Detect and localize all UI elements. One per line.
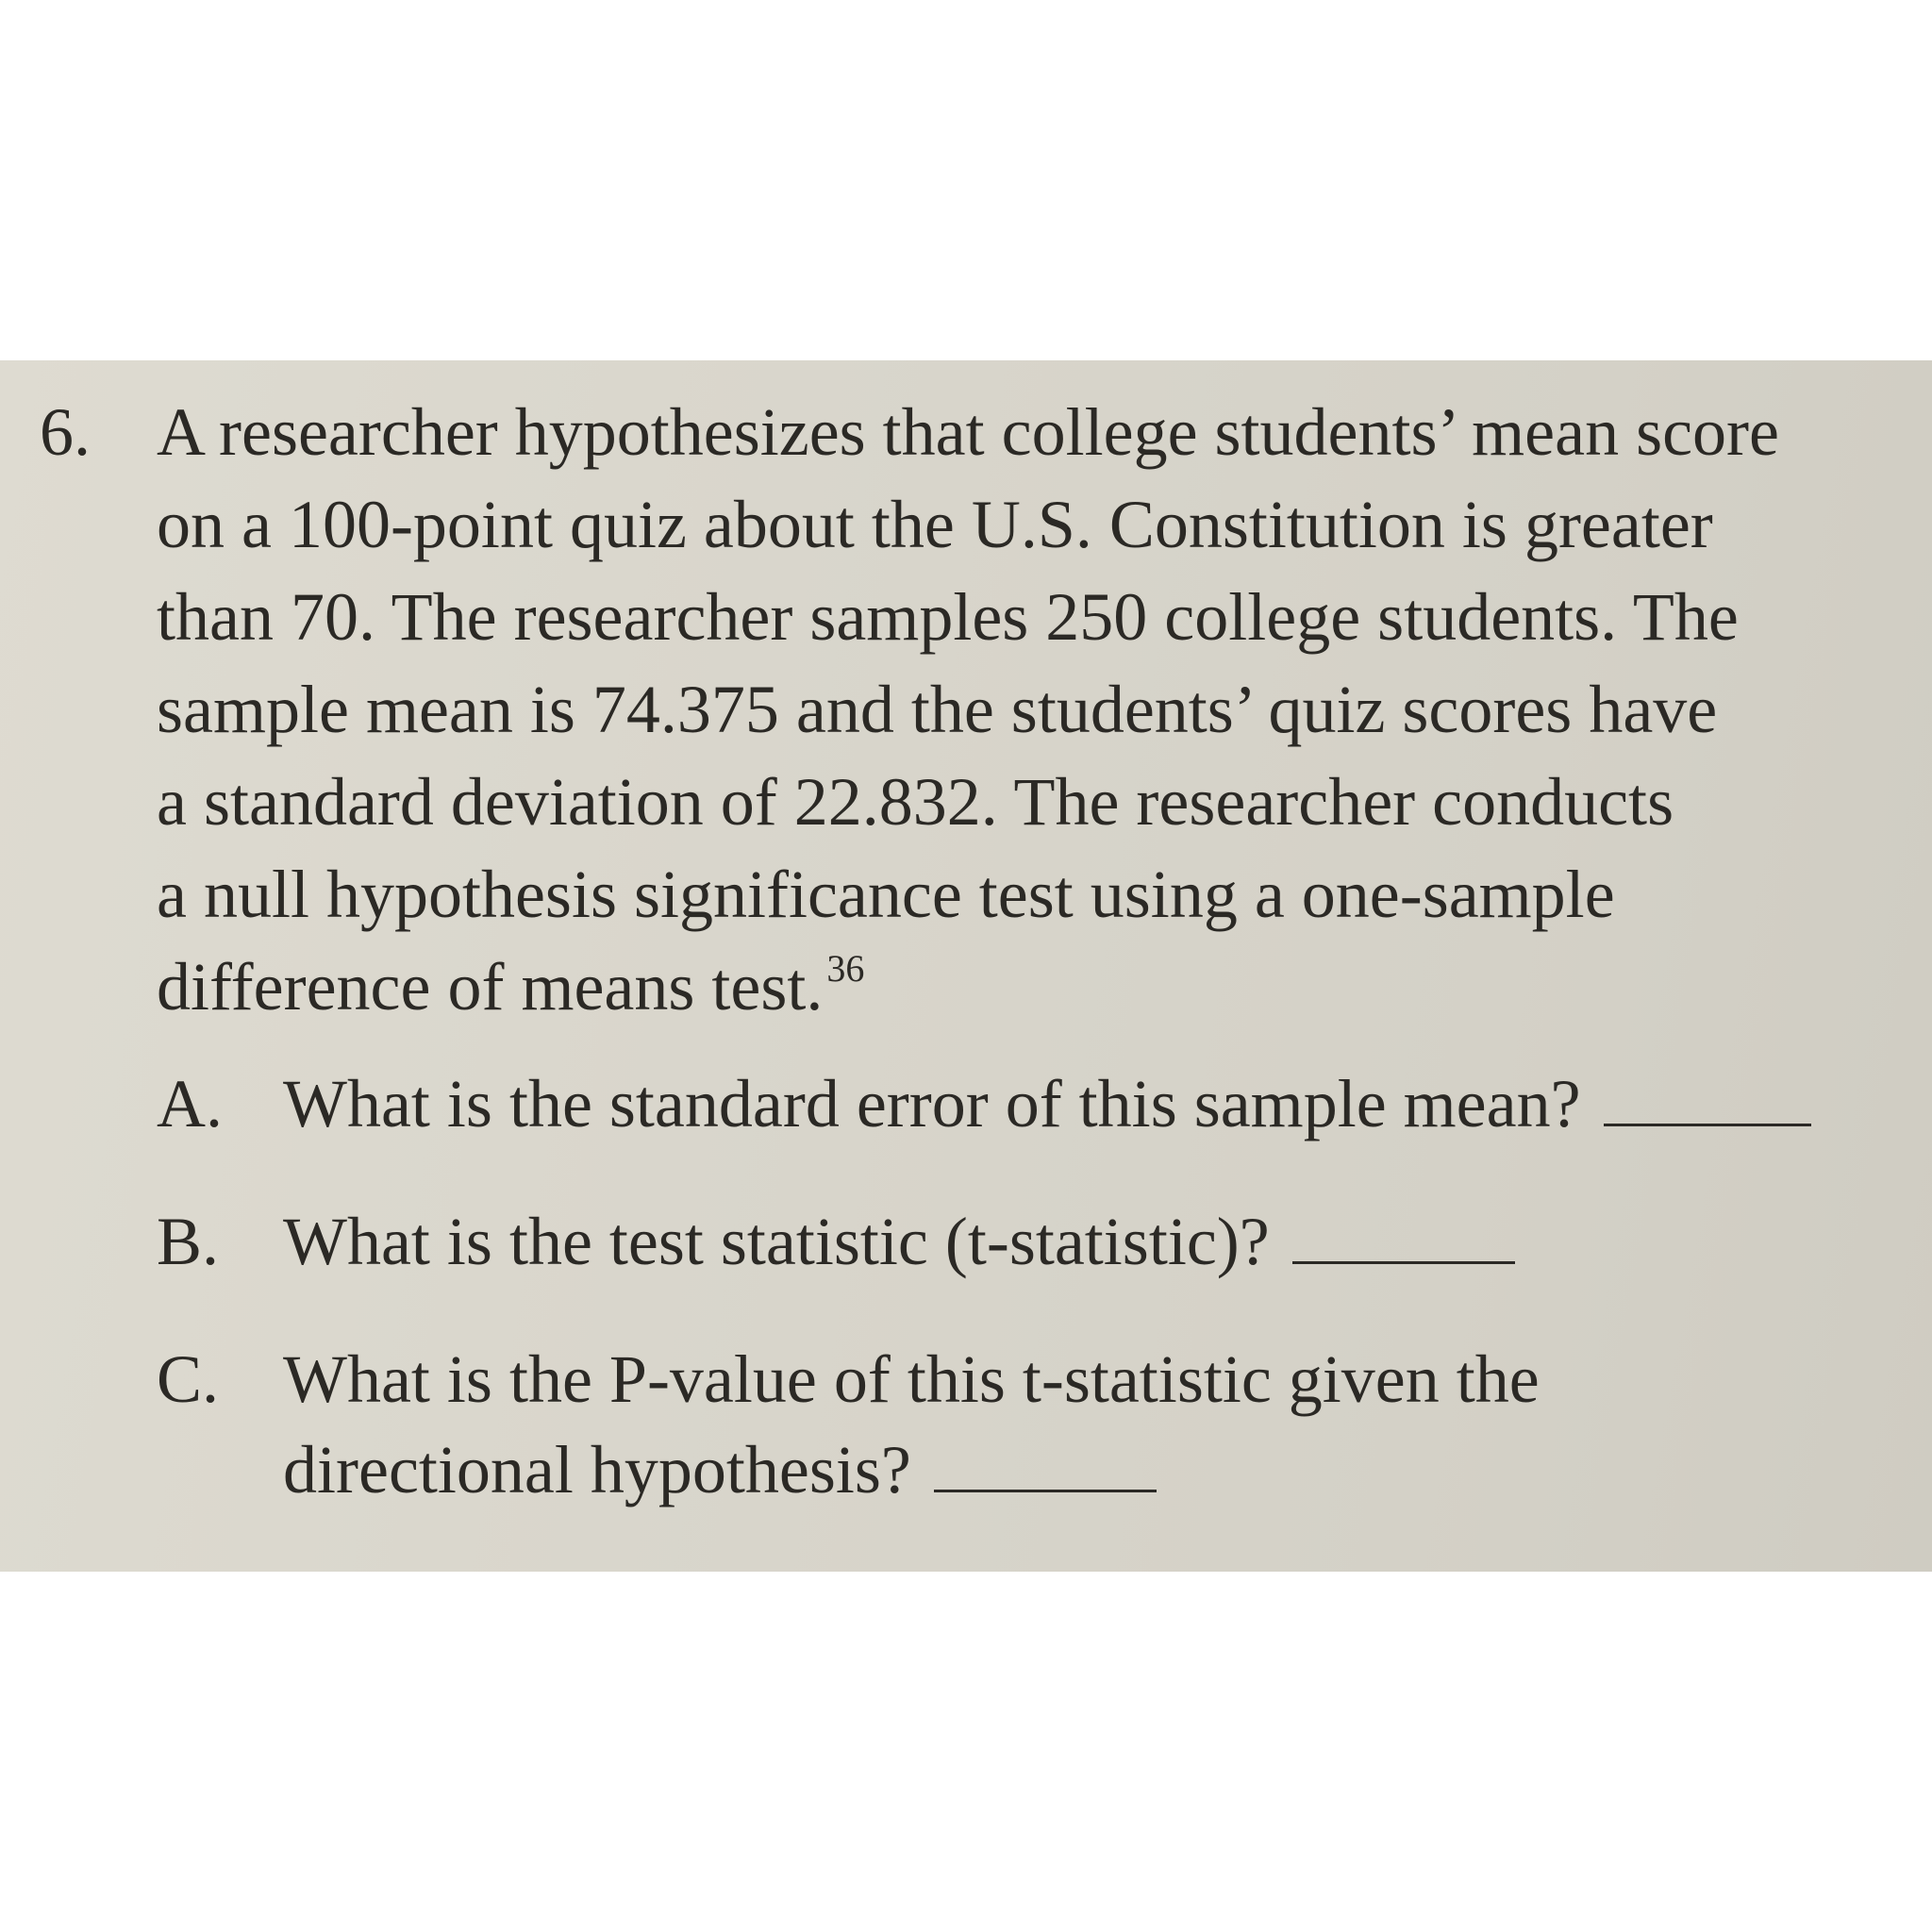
part-c-text: directional hypothesis?: [283, 1432, 911, 1507]
part-c-answer-blank[interactable]: [934, 1486, 1157, 1492]
part-c-letter: C.: [157, 1341, 220, 1417]
stem-line-last: [157, 947, 865, 1024]
part-b: [157, 1204, 1892, 1292]
part-a-letter: A.: [157, 1066, 223, 1141]
part-a-text: What is the standard error of this sample mean?: [283, 1066, 1581, 1141]
stem-line: A researcher hypothesizes that college students’ mean score: [157, 394, 1779, 470]
stem-line: on a 100-point quiz about the U.S. Constitution is greater: [157, 487, 1713, 562]
part-b-text: What is the test statistic (t-statistic)?: [283, 1204, 1270, 1279]
part-c-question-line-2: [283, 1432, 1157, 1507]
stem-line: than 70. The researcher samples 250 college students. The: [157, 579, 1739, 655]
footnote-reference: 36: [826, 947, 865, 990]
stem-line-text: difference of means test.: [157, 949, 824, 1024]
part-a-question: [283, 1066, 1811, 1141]
stem-line: sample mean is 74.375 and the students’ quiz scores have: [157, 672, 1718, 747]
question-number: 6.: [40, 394, 91, 470]
part-c: [157, 1341, 1892, 1524]
part-a: [157, 1066, 1892, 1155]
part-b-letter: B.: [157, 1204, 220, 1279]
stem-line: a null hypothesis significance test using a one-sample: [157, 857, 1615, 932]
part-a-answer-blank[interactable]: [1604, 1120, 1811, 1126]
part-b-answer-blank[interactable]: [1292, 1257, 1515, 1264]
textbook-page: [0, 360, 1932, 1572]
stem-line: a standard deviation of 22.832. The researcher conducts: [157, 764, 1674, 840]
part-b-question: [283, 1204, 1515, 1279]
part-c-question-line-1: What is the P-value of this t-statistic given the: [283, 1341, 1540, 1417]
